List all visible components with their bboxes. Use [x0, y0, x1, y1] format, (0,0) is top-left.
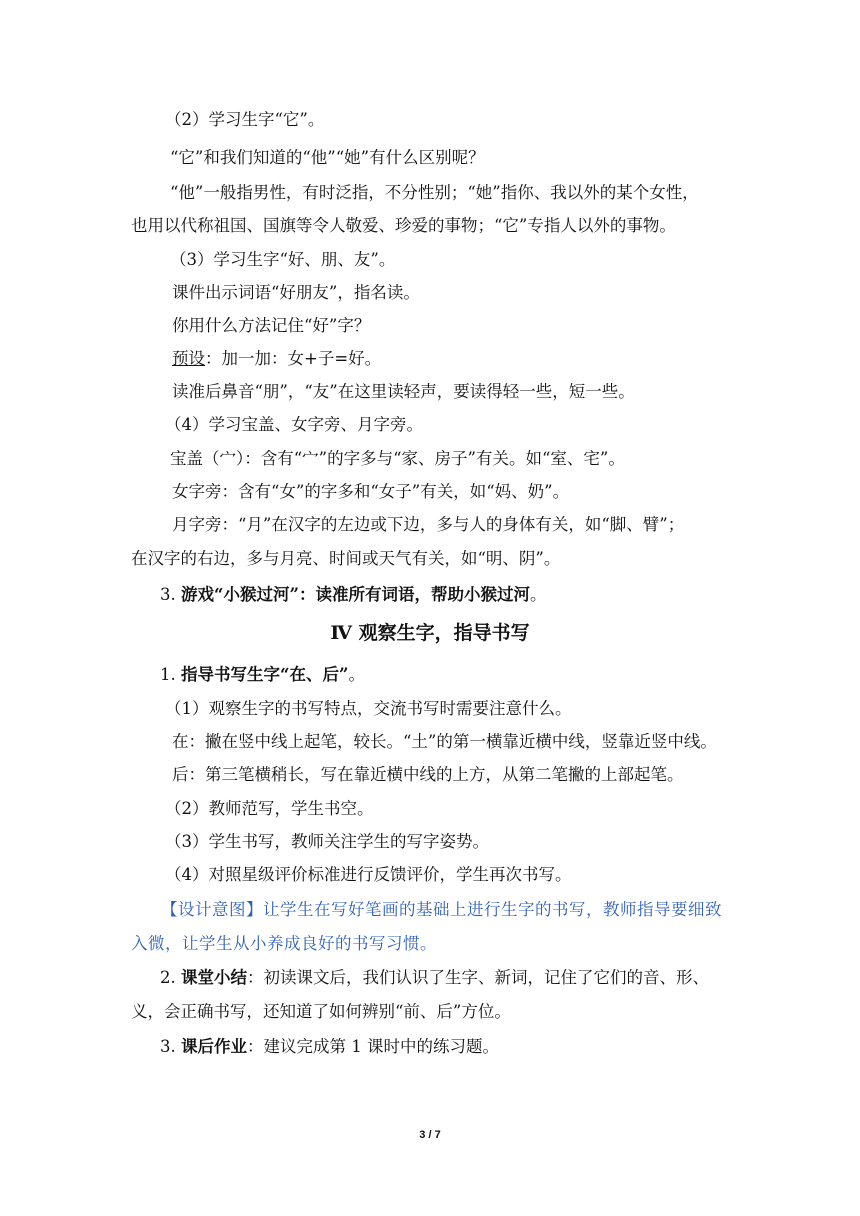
para-summary-2: 义，会正确书写，还知道了如何辨别“前、后”方位。: [131, 1002, 511, 1021]
item-number: 2.: [160, 968, 176, 987]
para-question-ta: “它”和我们知道的“他”“她”有什么区别呢？: [170, 148, 485, 167]
para-zai: 在：撇在竖中线上起笔，较长。“土”的第一横靠近横中线，竖靠近竖中线。: [172, 732, 717, 751]
para-yuezipang-1: 月字旁：“月”在汉字的左边或下边，多与人的身体有关，如“脚、臂”；: [172, 515, 685, 534]
summary-title: 课堂小结: [181, 968, 247, 987]
page-number: 3 / 7: [419, 1129, 441, 1141]
para-summary-1: [160, 966, 709, 990]
homework-title: 课后作业: [181, 1037, 247, 1056]
para-explain-ta-1: “他”一般指男性，有时泛指，不分性别；“她”指你、我以外的某个女性，: [170, 183, 699, 202]
item-number: 3.: [160, 585, 176, 604]
design-intent-2: 入微，让学生从小养成良好的书写习惯。: [131, 934, 437, 953]
para-game: [160, 583, 546, 607]
para-pronunciation: 读准后鼻音“朋”，“友”在这里读轻声，要读得轻一些，短一些。: [172, 382, 635, 401]
item-number: 1.: [160, 665, 176, 684]
punct: 。: [529, 585, 547, 604]
para-learn-haopengyou: （3）学习生字“好、朋、友”。: [170, 250, 396, 269]
guide-writing-title: 指导书写生字“在、后”: [181, 665, 349, 684]
para-guide-writing: [160, 663, 365, 687]
summary-text: ：初读课文后，我们认识了生字、新词，记住了它们的音、形、: [247, 968, 709, 987]
preset-label: 预设: [172, 349, 205, 368]
para-evaluate: （4）对照星级评价标准进行反馈评价，学生再次书写。: [165, 865, 572, 884]
section-heading: Ⅳ 观察生字，指导书写: [330, 622, 530, 644]
para-demo: （2）教师范写，学生书空。: [165, 799, 374, 818]
para-observe: （1）观察生字的书写特点，交流书写时需要注意什么。: [165, 699, 572, 718]
para-baogai: 宝盖（宀）：含有“宀”的字多与“家、房子”有关。如“室、宅”。: [170, 449, 625, 468]
para-hou: 后：第三笔横稍长，写在靠近横中线的上方，从第二笔撇的上部起笔。: [172, 765, 684, 784]
punct: 。: [348, 665, 365, 684]
para-explain-ta-2: 也用以代称祖国、国旗等令人敬爱、珍爱的事物；“它”专指人以外的事物。: [131, 216, 676, 235]
para-nuzipang: 女字旁：含有“女”的字多和“女子”有关，如“妈、奶”。: [172, 482, 570, 501]
design-intent-1: 【设计意图】让学生在写好笔画的基础上进行生字的书写，教师指导要细致: [161, 900, 722, 919]
item-number: 3.: [160, 1037, 176, 1056]
para-homework: [160, 1035, 499, 1059]
game-title: 游戏“小猴过河”：读准所有词语，帮助小猴过河: [181, 585, 530, 604]
para-yuezipang-2: 在汉字的右边，多与月亮、时间或天气有关，如“明、阴”。: [131, 549, 561, 568]
para-courseware: 课件出示词语“好朋友”，指名读。: [172, 283, 420, 302]
para-student-write: （3）学生书写，教师关注学生的写字姿势。: [165, 832, 489, 851]
preset-text: ：加一加：女+子=好。: [205, 349, 382, 368]
homework-text: ：建议完成第 1 课时中的练习题。: [247, 1037, 499, 1056]
para-method-hao: 你用什么方法记住“好”字？: [172, 316, 371, 335]
para-learn-ta: （2）学习生字“它”。: [165, 110, 325, 129]
para-radicals: （4）学习宝盖、女字旁、月字旁。: [165, 415, 423, 434]
para-preset: [172, 347, 381, 371]
